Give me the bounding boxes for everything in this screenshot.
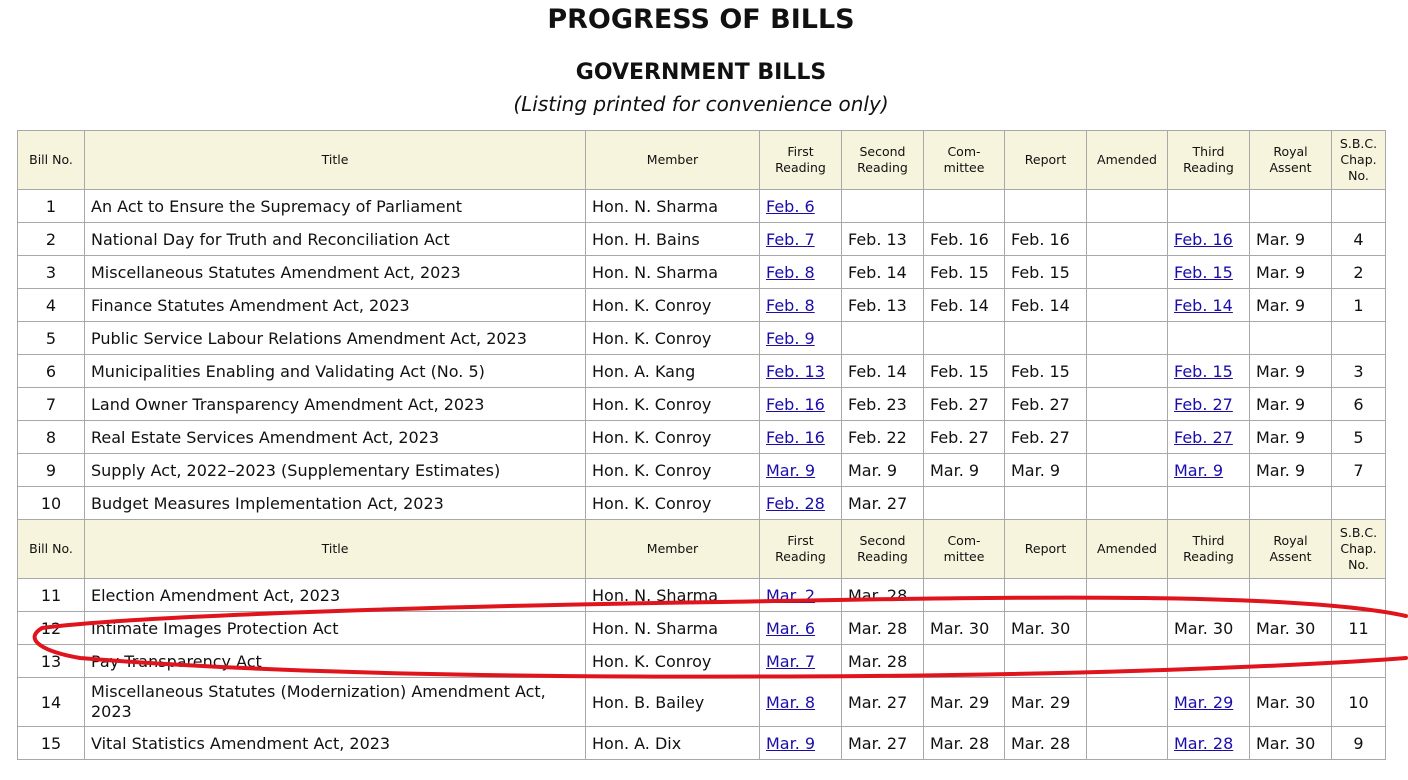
chapter-number [1332,190,1386,223]
first-reading-link[interactable]: Feb. 6 [766,196,815,216]
bill-title: Finance Statutes Amendment Act, 2023 [85,289,586,322]
bill-member: Hon. B. Bailey [586,678,760,727]
committee: Feb. 14 [924,289,1005,322]
third-reading-link[interactable]: Feb. 16 [1174,229,1233,249]
first-reading-link[interactable]: Feb. 13 [766,361,825,381]
amended [1087,388,1168,421]
header-row [18,131,1386,190]
committee [924,487,1005,520]
bill-number: 4 [18,289,85,322]
bill-member: Hon. A. Dix [586,727,760,760]
committee: Mar. 29 [924,678,1005,727]
second-reading: Mar. 28 [842,645,924,678]
royal-assent: Mar. 9 [1250,454,1332,487]
bill-title: Miscellaneous Statutes Amendment Act, 2023 [85,256,586,289]
third-reading [1168,645,1250,678]
royal-assent: Mar. 30 [1250,678,1332,727]
bill-member: Hon. N. Sharma [586,256,760,289]
bill-member: Hon. N. Sharma [586,190,760,223]
royal-assent [1250,487,1332,520]
amended [1087,612,1168,645]
first-reading[interactable] [760,454,842,487]
bill-number: 15 [18,727,85,760]
third-reading[interactable] [1168,388,1250,421]
chapter-number [1332,322,1386,355]
second-reading [842,322,924,355]
table-row [18,727,1386,760]
amended [1087,289,1168,322]
royal-assent: Mar. 30 [1250,612,1332,645]
first-reading[interactable] [760,612,842,645]
third-reading [1168,190,1250,223]
first-reading[interactable] [760,322,842,355]
bill-number: 10 [18,487,85,520]
header-member: Member [586,131,760,190]
third-reading: Mar. 30 [1168,612,1250,645]
second-reading: Mar. 9 [842,454,924,487]
first-reading-link[interactable]: Feb. 7 [766,229,815,249]
chapter-number: 3 [1332,355,1386,388]
bill-member: Hon. K. Conroy [586,322,760,355]
amended [1087,355,1168,388]
bill-title: Vital Statistics Amendment Act, 2023 [85,727,586,760]
bill-member: Hon. K. Conroy [586,388,760,421]
bill-member: Hon. K. Conroy [586,289,760,322]
first-reading-link[interactable]: Feb. 8 [766,262,815,282]
bill-member: Hon. H. Bains [586,223,760,256]
table-row [18,454,1386,487]
third-reading[interactable] [1168,355,1250,388]
amended [1087,454,1168,487]
header-second-reading: Second Reading [842,131,924,190]
bill-member: Hon. K. Conroy [586,421,760,454]
table-row [18,388,1386,421]
report: Feb. 16 [1005,223,1087,256]
royal-assent: Mar. 9 [1250,256,1332,289]
first-reading[interactable] [760,190,842,223]
second-reading: Mar. 27 [842,487,924,520]
table-row [18,678,1386,727]
table-row [18,256,1386,289]
first-reading-link[interactable]: Mar. 6 [766,618,816,638]
report [1005,487,1087,520]
third-reading-link[interactable]: Feb. 27 [1174,427,1233,447]
royal-assent [1250,645,1332,678]
second-reading: Mar. 27 [842,727,924,760]
amended [1087,223,1168,256]
report [1005,322,1087,355]
committee [924,645,1005,678]
bill-number: 6 [18,355,85,388]
header-row [18,520,1386,579]
bill-title: Land Owner Transparency Amendment Act, 2023 [85,388,586,421]
bill-title: Pay Transparency Act [85,645,586,678]
royal-assent: Mar. 9 [1250,388,1332,421]
first-reading[interactable] [760,388,842,421]
royal-assent: Mar. 9 [1250,355,1332,388]
first-reading[interactable] [760,355,842,388]
first-reading-link[interactable]: Mar. 2 [766,585,816,605]
third-reading-link[interactable]: Mar. 9 [1174,460,1224,480]
third-reading-link[interactable]: Feb. 14 [1174,295,1233,315]
royal-assent: Mar. 9 [1250,421,1332,454]
bill-title: Budget Measures Implementation Act, 2023 [85,487,586,520]
first-reading[interactable] [760,579,842,612]
bills-group-1 [18,131,1386,520]
royal-assent: Mar. 30 [1250,727,1332,760]
header-title: Title [85,520,586,579]
bill-title: National Day for Truth and Reconciliation Act [85,223,586,256]
table-row [18,612,1386,645]
header-committee: Com- mittee [924,520,1005,579]
second-reading: Feb. 14 [842,256,924,289]
chapter-number [1332,487,1386,520]
first-reading[interactable] [760,223,842,256]
second-reading [842,190,924,223]
header-amended: Amended [1087,520,1168,579]
chapter-number: 9 [1332,727,1386,760]
third-reading[interactable] [1168,256,1250,289]
royal-assent: Mar. 9 [1250,289,1332,322]
chapter-number: 1 [1332,289,1386,322]
bill-member: Hon. N. Sharma [586,579,760,612]
bill-member: Hon. K. Conroy [586,645,760,678]
table-row [18,223,1386,256]
header-third-reading: Third Reading [1168,131,1250,190]
amended [1087,645,1168,678]
bill-title: Intimate Images Protection Act [85,612,586,645]
amended [1087,678,1168,727]
committee: Feb. 15 [924,256,1005,289]
report: Mar. 9 [1005,454,1087,487]
first-reading[interactable] [760,678,842,727]
header-bill-no: Bill No. [18,520,85,579]
chapter-number: 10 [1332,678,1386,727]
report: Mar. 30 [1005,612,1087,645]
first-reading-link[interactable]: Feb. 28 [766,493,825,513]
first-reading[interactable] [760,289,842,322]
amended [1087,190,1168,223]
chapter-number [1332,579,1386,612]
header-report: Report [1005,131,1087,190]
third-reading-link[interactable]: Feb. 15 [1174,361,1233,381]
first-reading-link[interactable]: Feb. 16 [766,394,825,414]
page-title: PROGRESS OF BILLS [547,4,855,35]
committee: Feb. 15 [924,355,1005,388]
second-reading: Feb. 13 [842,223,924,256]
report [1005,190,1087,223]
third-reading[interactable] [1168,223,1250,256]
third-reading[interactable] [1168,727,1250,760]
bill-number: 1 [18,190,85,223]
header-first-reading: First Reading [760,131,842,190]
second-reading: Feb. 23 [842,388,924,421]
bill-title: Election Amendment Act, 2023 [85,579,586,612]
chapter-number [1332,645,1386,678]
second-reading: Mar. 27 [842,678,924,727]
third-reading[interactable] [1168,678,1250,727]
chapter-number: 7 [1332,454,1386,487]
royal-assent [1250,579,1332,612]
first-reading-link[interactable]: Mar. 7 [766,651,816,671]
royal-assent [1250,190,1332,223]
first-reading[interactable] [760,421,842,454]
chapter-number: 11 [1332,612,1386,645]
bill-title: Public Service Labour Relations Amendment Act, 2023 [85,322,586,355]
second-reading: Feb. 13 [842,289,924,322]
bill-member: Hon. K. Conroy [586,454,760,487]
report [1005,579,1087,612]
header-chapter-no: S.B.C. Chap. No. [1332,520,1386,579]
chapter-number: 6 [1332,388,1386,421]
third-reading[interactable] [1168,421,1250,454]
first-reading-link[interactable]: Feb. 16 [766,427,825,447]
third-reading-link[interactable]: Feb. 15 [1174,262,1233,282]
first-reading[interactable] [760,256,842,289]
table-row [18,487,1386,520]
amended [1087,487,1168,520]
report: Feb. 27 [1005,388,1087,421]
header-member: Member [586,520,760,579]
second-reading: Feb. 22 [842,421,924,454]
chapter-number: 2 [1332,256,1386,289]
bill-title: Municipalities Enabling and Validating Act (No. 5) [85,355,586,388]
amended [1087,727,1168,760]
first-reading-link[interactable]: Feb. 8 [766,295,815,315]
table-row [18,421,1386,454]
header-report: Report [1005,520,1087,579]
first-reading[interactable] [760,727,842,760]
royal-assent [1250,322,1332,355]
first-reading-link[interactable]: Mar. 9 [766,733,816,753]
header-third-reading: Third Reading [1168,520,1250,579]
header-chapter-no: S.B.C. Chap. No. [1332,131,1386,190]
first-reading-link[interactable]: Feb. 9 [766,328,815,348]
bill-member: Hon. A. Kang [586,355,760,388]
report: Feb. 15 [1005,355,1087,388]
third-reading [1168,322,1250,355]
report: Feb. 27 [1005,421,1087,454]
committee [924,579,1005,612]
report: Mar. 29 [1005,678,1087,727]
committee [924,322,1005,355]
bill-number: 5 [18,322,85,355]
section-title: GOVERNMENT BILLS [575,60,827,85]
committee: Feb. 16 [924,223,1005,256]
third-reading-link[interactable]: Mar. 28 [1174,733,1234,753]
report: Feb. 14 [1005,289,1087,322]
chapter-number: 4 [1332,223,1386,256]
table-row [18,579,1386,612]
bill-title: Supply Act, 2022–2023 (Supplementary Estimates) [85,454,586,487]
bill-number: 13 [18,645,85,678]
third-reading [1168,579,1250,612]
bill-number: 2 [18,223,85,256]
header-second-reading: Second Reading [842,520,924,579]
committee: Feb. 27 [924,421,1005,454]
bill-member: Hon. N. Sharma [586,612,760,645]
bills-table [17,130,1386,760]
header-royal-assent: Royal Assent [1250,131,1332,190]
first-reading[interactable] [760,487,842,520]
third-reading-link[interactable]: Feb. 27 [1174,394,1233,414]
committee [924,190,1005,223]
amended [1087,421,1168,454]
bill-number: 11 [18,579,85,612]
bill-number: 7 [18,388,85,421]
bill-title: Real Estate Services Amendment Act, 2023 [85,421,586,454]
third-reading[interactable] [1168,289,1250,322]
header-royal-assent: Royal Assent [1250,520,1332,579]
report: Feb. 15 [1005,256,1087,289]
first-reading-link[interactable]: Mar. 9 [766,460,816,480]
table-row [18,322,1386,355]
bill-number: 14 [18,678,85,727]
bill-number: 12 [18,612,85,645]
header-title: Title [85,131,586,190]
committee: Feb. 27 [924,388,1005,421]
third-reading[interactable] [1168,454,1250,487]
amended [1087,256,1168,289]
second-reading: Mar. 28 [842,612,924,645]
bill-number: 9 [18,454,85,487]
page-subtitle: (Listing printed for convenience only) [513,92,889,116]
third-reading-link[interactable]: Mar. 29 [1174,692,1234,712]
committee: Mar. 9 [924,454,1005,487]
bills-group-2 [18,520,1386,760]
table-row [18,190,1386,223]
bill-title: Miscellaneous Statutes (Modernization) Amendment Act, 2023 [85,678,586,727]
bill-title: An Act to Ensure the Supremacy of Parliament [85,190,586,223]
amended [1087,579,1168,612]
committee: Mar. 30 [924,612,1005,645]
report [1005,645,1087,678]
first-reading[interactable] [760,645,842,678]
header-first-reading: First Reading [760,520,842,579]
third-reading [1168,487,1250,520]
table-row [18,645,1386,678]
header-committee: Com- mittee [924,131,1005,190]
bill-number: 8 [18,421,85,454]
header-bill-no: Bill No. [18,131,85,190]
royal-assent: Mar. 9 [1250,223,1332,256]
first-reading-link[interactable]: Mar. 8 [766,692,816,712]
bill-member: Hon. K. Conroy [586,487,760,520]
report: Mar. 28 [1005,727,1087,760]
second-reading: Feb. 14 [842,355,924,388]
bill-number: 3 [18,256,85,289]
second-reading: Mar. 28 [842,579,924,612]
chapter-number: 5 [1332,421,1386,454]
header-amended: Amended [1087,131,1168,190]
amended [1087,322,1168,355]
table-row [18,289,1386,322]
committee: Mar. 28 [924,727,1005,760]
table-row [18,355,1386,388]
